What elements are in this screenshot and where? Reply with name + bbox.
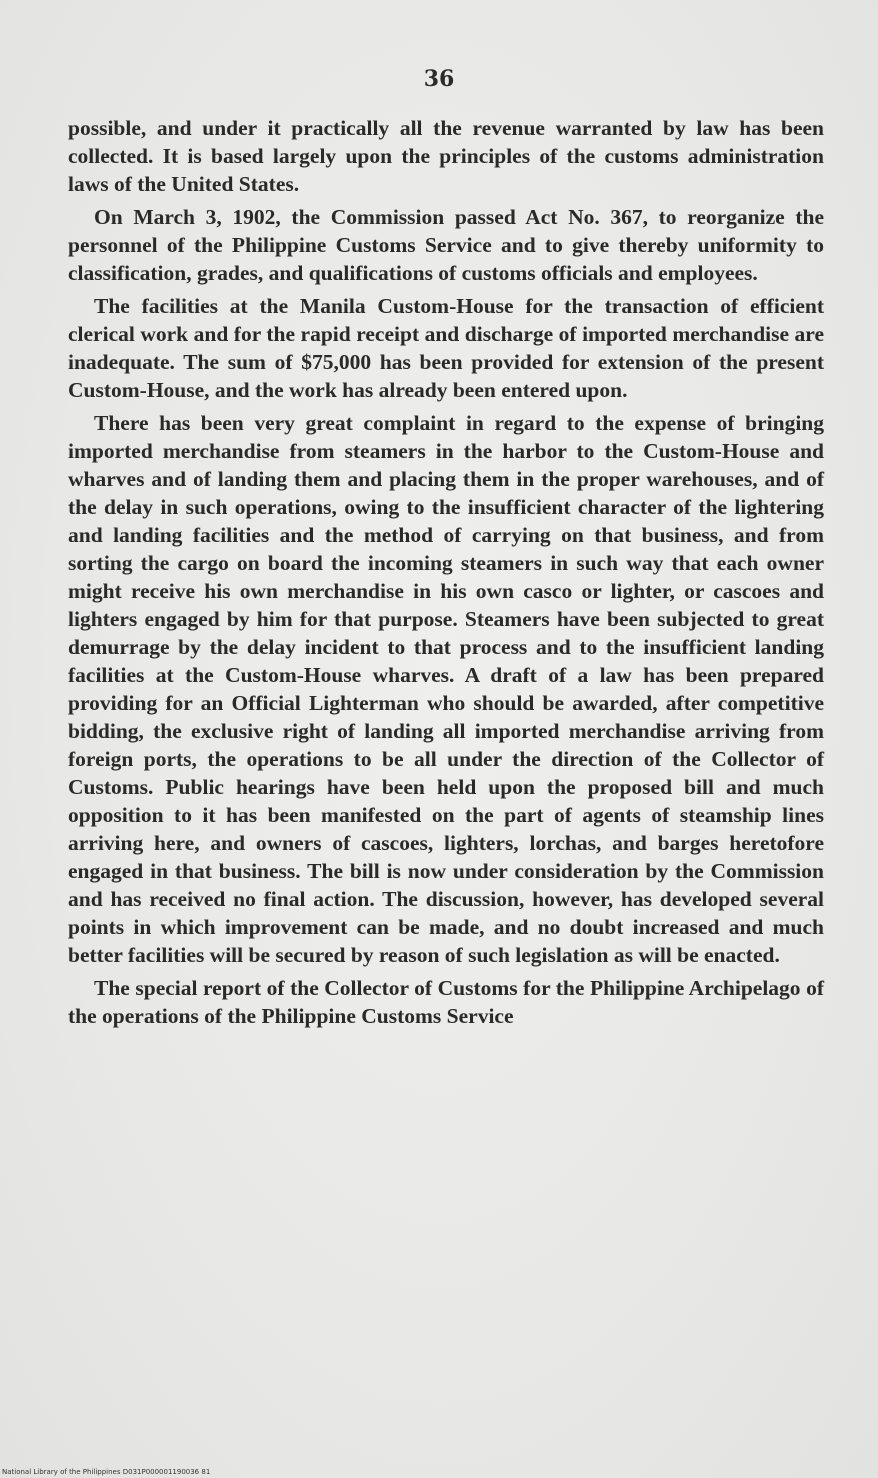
footer-stamp: National Library of the Philippines D031P000001190036 81 xyxy=(2,1468,211,1476)
body-text xyxy=(68,114,824,1035)
paragraph-1: possible, and under it practically all the revenue warranted by law has been collected. It is based largely upon the principles of the customs administration laws of the United States. xyxy=(68,116,824,196)
page-number: 36 xyxy=(423,66,455,92)
paragraph-3: The facilities at the Manila Custom-House for the transaction of efficient clerical work and for the rapid receipt and discharge of imported merchandise are inadequate. The sum of $75,000 has been provided for extension of the present Custom-House, and the work has already been entered upon. xyxy=(68,294,824,402)
paragraph-5: The special report of the Collector of Customs for the Philippine Archipelago of the operations of the Philippine Customs Service xyxy=(68,976,824,1028)
paragraph-2: On March 3, 1902, the Commission passed Act No. 367, to reorganize the personnel of the Philippine Customs Service and to give thereby uniformity to classification, grades, and qualifications of customs officials and employees. xyxy=(68,205,824,285)
paragraph-4: There has been very great complaint in regard to the expense of bringing imported merchandise from steamers in the harbor to the Custom-House and wharves and of landing them and placing them in the proper warehouses, and of the delay in such operations, owing to the insufficient character of the lightering and landing facilities and the method of carrying on that business, and from sorting the cargo on board the incoming steamers in such way that each owner might receive his own merchandise in his own casco or lighter, or cascoes and lighters engaged by him for that purpose. Steamers have been subjected to great demurrage by the delay incident to that process and to the insufficient landing facilities at the Custom-House wharves. A draft of a law has been prepared providing for an Official Lighterman who should be awarded, after competitive bidding, the exclusive right of landing all imported merchandise arriving from foreign ports, the operations to be all under the direction of the Collector of Customs. Public hearings have been held upon the proposed bill and much opposition to it has been manifested on the part of agents of steamship lines arriving here, and owners of cascoes, lighters, lorchas, and barges heretofore engaged in that business. The bill is now under consideration by the Commission and has received no final action. The discussion, however, has developed several points in which improvement can be made, and no doubt increased and much better facilities will be secured by reason of such legislation as will be enacted. xyxy=(68,411,824,967)
